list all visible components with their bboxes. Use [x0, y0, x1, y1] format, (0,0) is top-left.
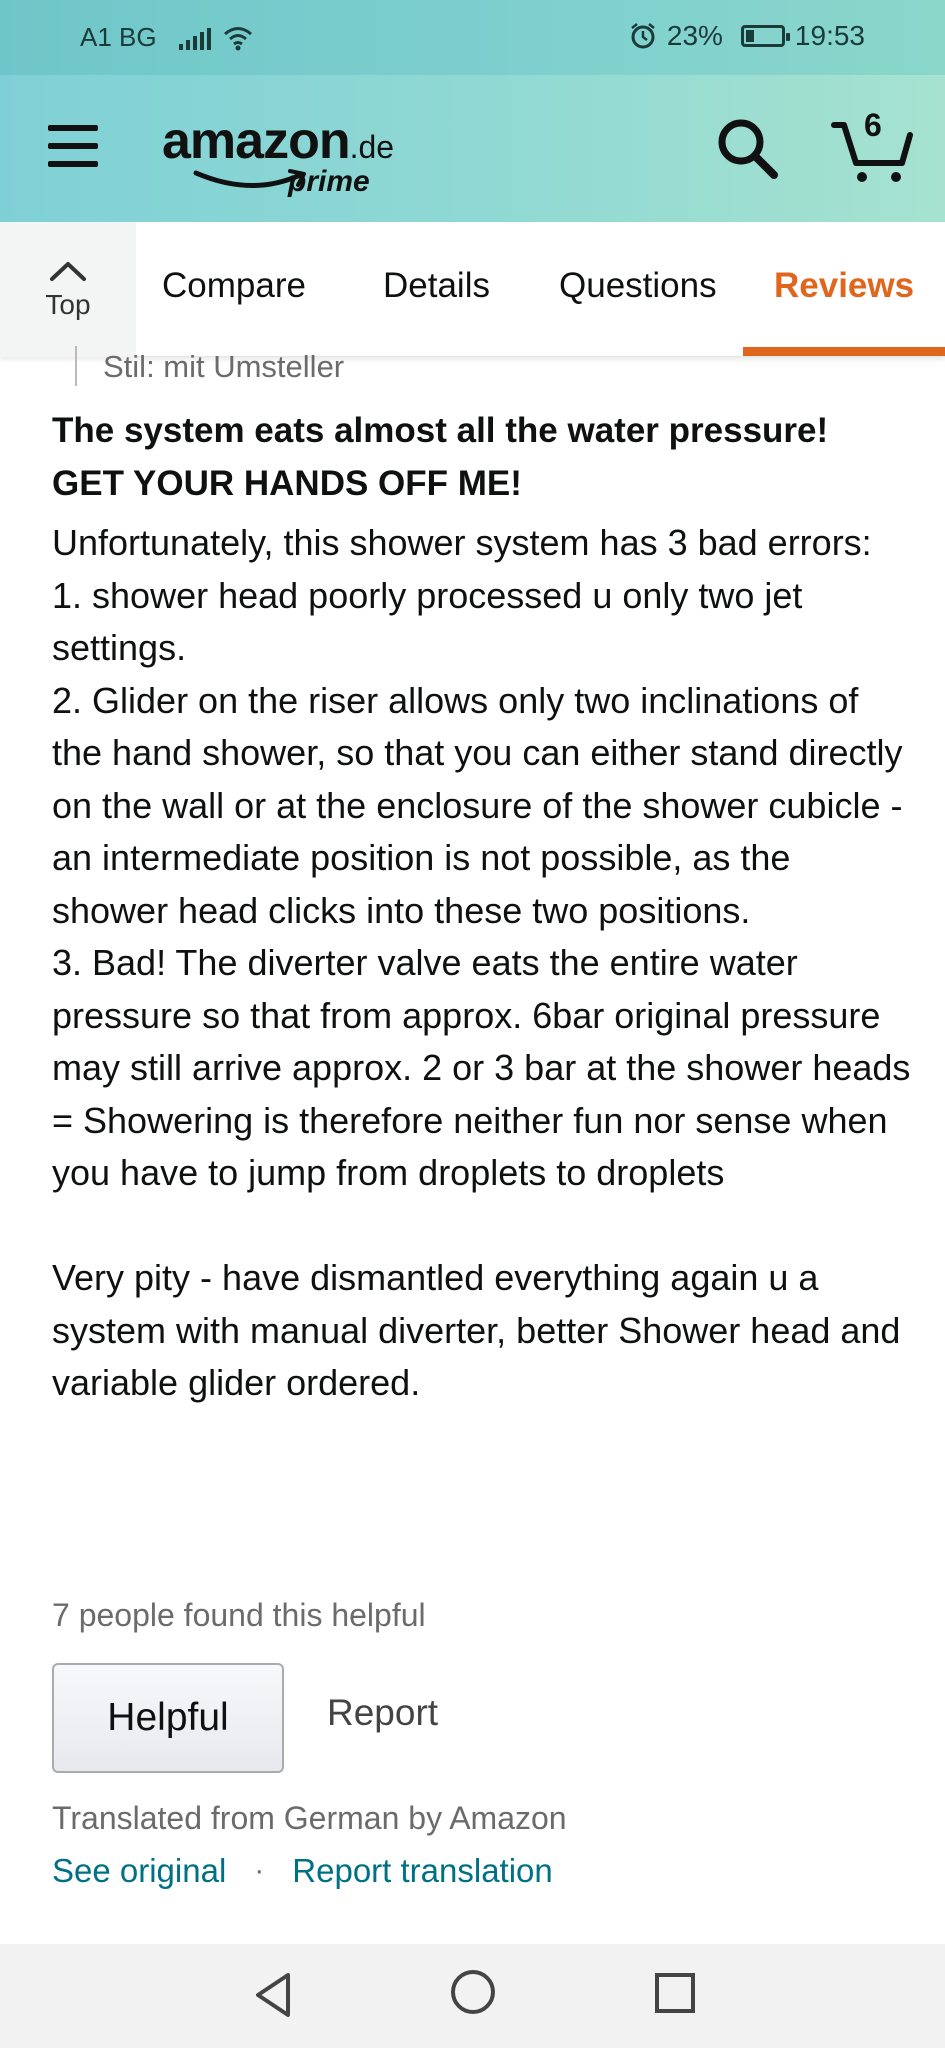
tab-reviews[interactable]: Reviews: [774, 266, 915, 305]
amazon-logo[interactable]: [162, 111, 395, 198]
status-left: [80, 22, 253, 53]
search-icon[interactable]: [714, 115, 780, 181]
recent-apps-icon[interactable]: [654, 1972, 696, 2014]
logo-word: amazon: [162, 112, 350, 170]
cart-icon[interactable]: [830, 107, 914, 187]
home-icon[interactable]: [449, 1968, 497, 2016]
tab-compare[interactable]: Compare: [162, 266, 306, 305]
section-tabs: [0, 222, 945, 357]
report-link[interactable]: Report: [327, 1692, 439, 1733]
logo-tld: .de: [349, 129, 395, 165]
tab-details[interactable]: Details: [383, 266, 490, 305]
see-original-link[interactable]: See original: [52, 1852, 227, 1889]
scroll-top-label: Top: [45, 288, 91, 320]
review-title: The system eats almost all the water pressure! GET YOUR HANDS OFF ME!: [52, 411, 829, 503]
logo-prime: prime: [288, 165, 370, 198]
review-body: Unfortunately, this shower system has 3 bad errors: 1. shower head poorly processed u only two jet settings. 2. Glider on the riser allows only two inclinations of the hand shower, so that you can either stand directly on the wall or at the enclosure of the shower cubicle - an intermediate position is not possible, as the shower head clicks into these two positions. 3. Bad! The diverter valve eats the entire water pressure so that from approx. 6bar original pressure may still arrive approx. 2 or 3 bar at the shower heads = Showering is therefore neither fun nor sense when you have to jump from droplets to droplets Very pity - have dismantled everything again u a system with manual diverter, better Shower head and variable glider ordered.: [52, 522, 911, 1403]
carrier-label: A1 BG: [80, 22, 157, 52]
system-nav-bar: [0, 1944, 945, 2048]
helpful-button[interactable]: Helpful: [52, 1663, 284, 1773]
cart-count: 6: [864, 107, 882, 143]
tab-questions[interactable]: Questions: [559, 266, 717, 305]
status-bar: [0, 0, 945, 75]
chevron-up-icon: [48, 259, 88, 283]
status-right: [629, 20, 865, 52]
signal-icon: [179, 26, 211, 50]
menu-icon[interactable]: [48, 125, 98, 167]
review-style-variant: Stil: mit Umsteller: [75, 346, 344, 386]
scroll-top-button[interactable]: [0, 222, 136, 357]
app-header: [0, 75, 945, 222]
wifi-icon: [223, 25, 253, 51]
translation-note: Translated from German by Amazon: [52, 1800, 567, 1836]
battery-percent: 23%: [666, 20, 723, 51]
report-translation-link[interactable]: Report translation: [292, 1852, 553, 1889]
translation-links: [52, 1852, 553, 1890]
link-separator: ·: [254, 1854, 265, 1887]
active-tab-indicator: [743, 347, 945, 356]
battery-icon: [741, 25, 785, 47]
helpful-count: 7 people found this helpful: [52, 1597, 426, 1633]
clock: 19:53: [794, 20, 865, 51]
alarm-icon: [629, 22, 657, 50]
back-icon[interactable]: [250, 1969, 296, 2021]
